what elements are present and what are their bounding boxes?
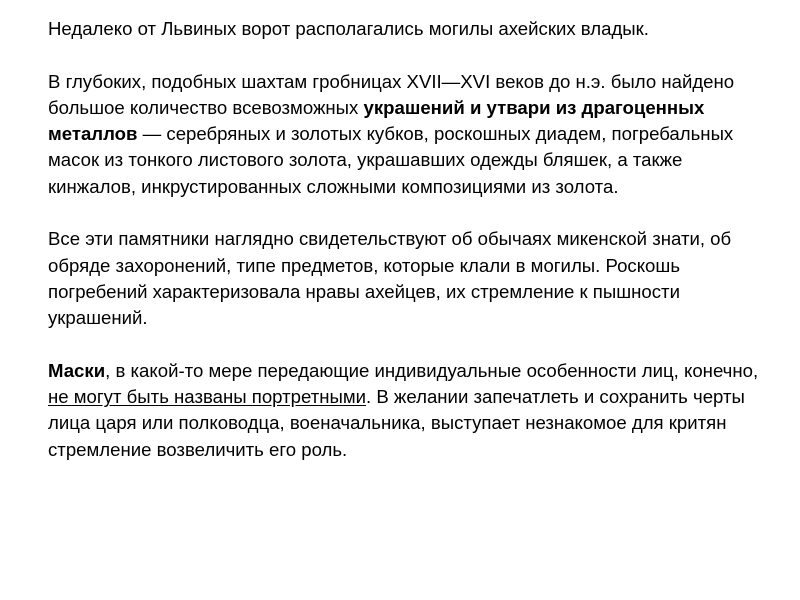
paragraph-shaft-graves: [48, 69, 768, 200]
text-run: , в какой-то мере передающие индивидуальные особенности лиц, конечно,: [105, 359, 759, 381]
paragraph-lion-gate: [48, 16, 768, 42]
text-run: В глубоких, подобных шахтам гробницах XVII—XVI веков до н.э. было найдено большое количество всевозможных: [48, 70, 735, 118]
paragraph-masks: [48, 358, 768, 463]
slide-text-body: [48, 16, 768, 489]
text-run-bold: украшений и утвари из драгоценных металлов: [48, 96, 705, 145]
text-run-underlined: не могут быть названы портретными: [48, 386, 367, 408]
text-run: Все эти памятники наглядно свидетельствуют об обычаях микенской знати, об обряде захоронений, типе предметов, которые клали в могилы. Роскошь погребений характеризовала нравы ахейцев, их стремление к пышности украшений.: [48, 228, 732, 329]
text-run: . В желании запечатлеть и сохранить черты лица царя или полководца, военачальника, выступает незнакомое для критян стремление возвеличить его роль.: [48, 386, 745, 460]
text-run-bold: Маски: [48, 359, 106, 381]
text-run: — серебряных и золотых кубков, роскошных диадем, погребальных масок из тонкого листового золота, украшавших одежды бляшек, а также кинжалов, инкрустированных сложными композициями из золота.: [48, 123, 734, 197]
paragraph-monuments: [48, 226, 768, 331]
text-run: Недалеко от Львиных ворот располагались могилы ахейских владык.: [48, 18, 649, 39]
